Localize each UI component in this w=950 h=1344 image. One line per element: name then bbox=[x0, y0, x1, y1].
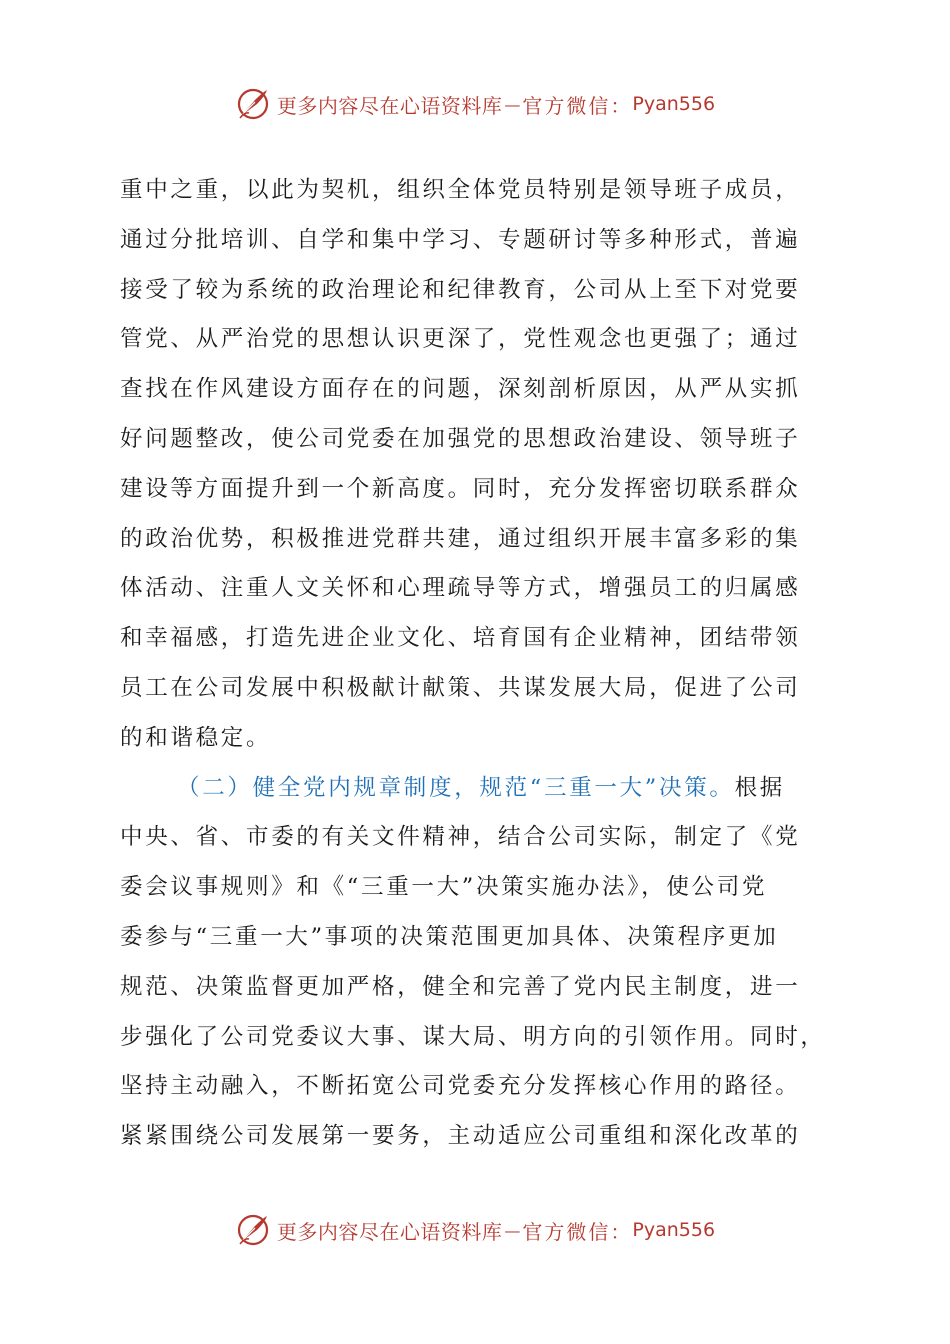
wechat-label: 官方微信： bbox=[522, 1219, 633, 1244]
section-heading-line bbox=[120, 764, 832, 814]
document-body bbox=[120, 166, 832, 1162]
paragraph-line: 紧紧围绕公司发展第一要务，主动适应公司重组和深化改革的 bbox=[120, 1123, 801, 1150]
paragraph-line: 查找在作风建设方面存在的问题，深刻剖析原因，从严从实抓 bbox=[120, 376, 801, 403]
paragraph-line: 步强化了公司党委议大事、谋大局、明方向的引领作用。同时， bbox=[120, 1023, 826, 1050]
section-heading: （二）健全党内规章制度，规范“三重一大”决策。 bbox=[177, 774, 735, 801]
header-watermark-banner bbox=[0, 84, 950, 124]
paragraph-line: 的和谐稳定。 bbox=[120, 724, 272, 751]
wechat-label: 官方微信： bbox=[522, 93, 633, 118]
paragraph-line: 中央、省、市委的有关文件精神，结合公司实际，制定了《党 bbox=[120, 824, 801, 851]
paragraph-line: 规范、决策监督更加严格，健全和完善了党内民主制度，进一 bbox=[120, 973, 801, 1000]
paragraph-line: 通过分批培训、自学和集中学习、专题研讨等多种形式，普遍 bbox=[120, 226, 801, 253]
paragraph-line: 员工在公司发展中积极献计献策、共谋发展大局，促进了公司 bbox=[120, 674, 801, 701]
paragraph-line: 建设等方面提升到一个新高度。同时，充分发挥密切联系群众 bbox=[120, 475, 801, 502]
paragraph-line: 重中之重，以此为契机，组织全体党员特别是领导班子成员， bbox=[120, 177, 801, 203]
footer-watermark-banner bbox=[0, 1210, 950, 1250]
banner-separator: — bbox=[504, 1220, 521, 1240]
section-heading-tail: 根据 bbox=[734, 774, 786, 801]
site-name-text: 更多内容尽在心语资料库 bbox=[276, 93, 503, 118]
paragraph-line: 接受了较为系统的政治理论和纪律教育，公司从上至下对党要 bbox=[120, 276, 801, 303]
paragraph-line: 管党、从严治党的思想认识更深了，党性观念也更强了；通过 bbox=[120, 326, 801, 353]
paragraph-line: 坚持主动融入，不断拓宽公司党委充分发挥核心作用的路径。 bbox=[120, 1073, 801, 1100]
paragraph-line: 委参与“三重一大”事项的决策范围更加具体、决策程序更加 bbox=[120, 923, 779, 950]
feather-pen-logo-icon bbox=[235, 86, 271, 122]
paragraph-line: 委会议事规则》和《“三重一大”决策实施办法》，使公司党 bbox=[120, 874, 768, 901]
paragraph-line: 和幸福感，打造先进企业文化、培育国有企业精神，团结带领 bbox=[120, 625, 801, 652]
feather-pen-logo-icon bbox=[235, 1212, 271, 1248]
site-name-text: 更多内容尽在心语资料库 bbox=[276, 1219, 503, 1244]
paragraph-line: 好问题整改，使公司党委在加强党的思想政治建设、领导班子 bbox=[120, 425, 801, 452]
paragraph-line: 的政治优势，积极推进党群共建，通过组织开展丰富多彩的集 bbox=[120, 525, 801, 552]
wechat-id: Pyan556 bbox=[632, 1219, 716, 1241]
banner-separator: — bbox=[504, 94, 521, 114]
wechat-id: Pyan556 bbox=[632, 93, 716, 115]
paragraph-line: 体活动、注重人文关怀和心理疏导等方式，增强员工的归属感 bbox=[120, 575, 801, 602]
